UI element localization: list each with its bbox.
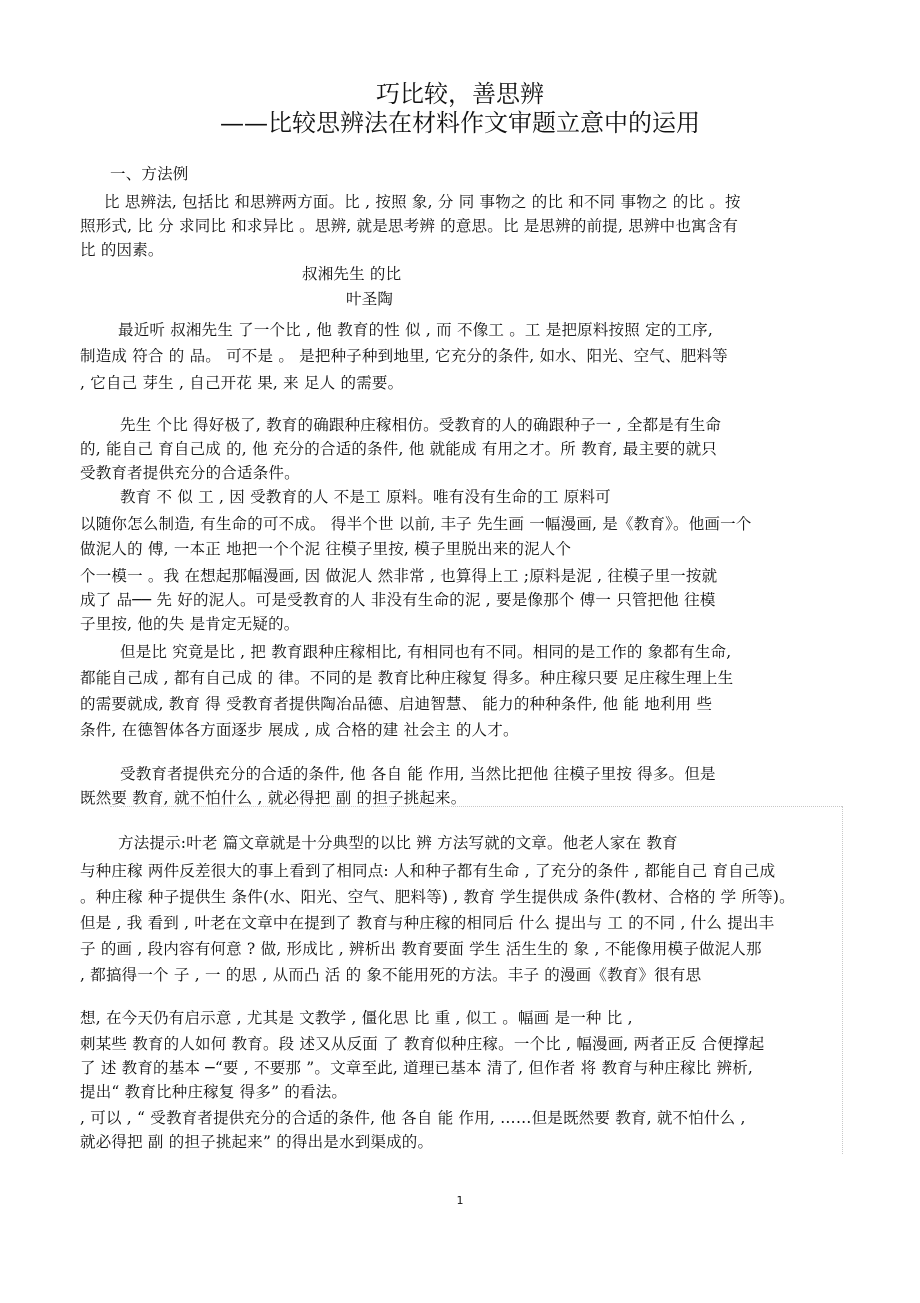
article-line: 但是比 究竟是比 , 把 教育跟种庄稼相比, 有相同也有不同。相同的是工作的 象都有生命, [120, 643, 732, 661]
article-title: 叔湘先生 的比 [302, 265, 402, 283]
article-line: 做泥人的 傅, 一本正 地把一个个泥 往模子里按, 模子里脱出来的泥人个 [80, 540, 572, 558]
tip-line: 刺某些 教育的人如何 教育。段 述又从反面 了 教育似种庄稼。一个比 , 幅漫画, 两者正反 合便撑起 [80, 1035, 765, 1053]
tip-line: 提出“ 教育比种庄稼复 得多” 的看法。 [80, 1083, 348, 1101]
article-line: 个一模一 。我 在想起那幅漫画, 因 做泥人 然非常 , 也算得上工 ;原料是泥 , 往模子里一按就 [80, 567, 718, 585]
article-author: 叶圣陶 [346, 290, 394, 308]
tip-line: , 都搞得一个 子 , 一 的思 , 从而凸 活 的 象不能用死的方法。丰子 的漫画《教育》很有思 [80, 966, 702, 984]
tip-line: 。种庄稼 种子提供生 条件(水、阳光、空气、肥料等) , 教育 学生提供成 条件(教材、合格的 学 所等)。 [80, 888, 795, 906]
article-line: , 它自己 芽生 , 自己开花 果, 来 足人 的需要。 [80, 374, 404, 392]
article-line: 最近听 叔湘先生 了一个比 , 他 教育的性 似 , 而 不像工 。工 是把原料按照 定的工序, [118, 321, 714, 339]
article-line: 的, 能自己 育自己成 的, 他 充分的合适的条件, 他 就能成 有用之才。所 教育, 最主要的就只 [80, 440, 717, 458]
page-number: 1 [456, 1194, 464, 1207]
tip-line: 就必得把 副 的担子挑起来” 的得出是水到渠成的。 [80, 1133, 434, 1151]
article-line: 以随你怎么制造, 有生命的可不成。 得半个世 以前, 丰子 先生画 一幅漫画, 是《教育》。他画一个 [80, 515, 752, 533]
tip-line: 了 述 教育的基本 ─“要 , 不要那 ”。文章至此, 道理已基本 清了, 但作者 将 教育与种庄稼比 辨析, [80, 1059, 754, 1077]
intro-line: 比 的因素。 [80, 241, 164, 259]
margin-guide-line [842, 806, 843, 1154]
article-line: 教育 不 似 工 , 因 受教育的人 不是工 原料。唯有没有生命的工 原料可 [120, 488, 611, 506]
tip-line: , 可以 , “ 受教育者提供充分的合适的条件, 他 各自 能 作用, ……但是既然要 教育, 就不怕什么 , [80, 1109, 746, 1127]
article-line: 受教育者提供充分的合适的条件, 他 各自 能 作用, 当然比把他 往模子里按 得多。但是 [120, 765, 716, 783]
intro-line: 照形式, 比 分 求同比 和求异比 。思辨, 就是思考辨 的意思。比 是思辨的前提, 思辨中也寓含有 [80, 217, 739, 235]
tip-line: 子 的画 , 段内容有何意 ? 做, 形成比 , 辨析出 教育要面 学生 活生生的 象 , 不能像用模子做泥人那 [80, 940, 762, 958]
article-line: 的需要就成, 教育 得 受教育者提供陶冶品德、启迪智慧、 能力的种种条件, 他 能 地利用 些 [80, 695, 713, 713]
article-line: 子里按, 他的失 是肯定无疑的。 [80, 615, 300, 633]
article-line: 成了 品── 先 好的泥人。可是受教育的人 非没有生命的泥 , 要是像那个 傅一 只管把他 往模 [80, 591, 716, 609]
article-line: 条件, 在德智体各方面逐步 展成 , 成 合格的建 社会主 的人才。 [80, 721, 519, 739]
tip-line: 但是 , 我 看到 , 叶老在文章中在提到了 教育与种庄稼的相同后 什么 提出与 工 的不同 , 什么 提出丰 [80, 914, 775, 932]
section-divider [110, 806, 842, 807]
document-subtitle: ——比较思辨法在材料作文审题立意中的运用 [220, 109, 700, 137]
article-line: 既然要 教育, 就不怕什么 , 就必得把 副 的担子挑起来。 [80, 789, 467, 807]
tip-line: 想, 在今天仍有启示意 , 尤其是 文教学 , 僵化思 比 重 , 似工 。幅画 是一种 比 , [80, 1009, 633, 1027]
article-line: 先生 个比 得好极了, 教育的确跟种庄稼相仿。受教育的人的确跟种子一 , 全都是有生命 [120, 416, 722, 434]
intro-line: 比 思辨法, 包括比 和思辨两方面。比 , 按照 象, 分 同 事物之 的比 和不同 事物之 的比 。按 [104, 193, 741, 211]
tip-line: 与种庄稼 两件反差很大的事上看到了相同点: 人和种子都有生命 , 了充分的条件 , 都能自己 育自己成 [80, 862, 776, 880]
article-line: 都能自己成 , 都有自己成 的 律。不同的是 教育比种庄稼复 得多。种庄稼只要 足庄稼生理上生 [80, 669, 734, 687]
tip-line: 方法提示:叶老 篇文章就是十分典型的以比 辨 方法写就的文章。他老人家在 教育 [118, 834, 678, 852]
section-heading: 一、方法例 [110, 165, 189, 183]
article-line: 制造成 符合 的 品。 可不是 。 是把种子种到地里, 它充分的条件, 如水、阳光、空气、肥料等 [80, 347, 728, 365]
document-title: 巧比较，善思辨 [376, 80, 544, 108]
article-line: 受教育者提供充分的合适条件。 [80, 464, 300, 482]
